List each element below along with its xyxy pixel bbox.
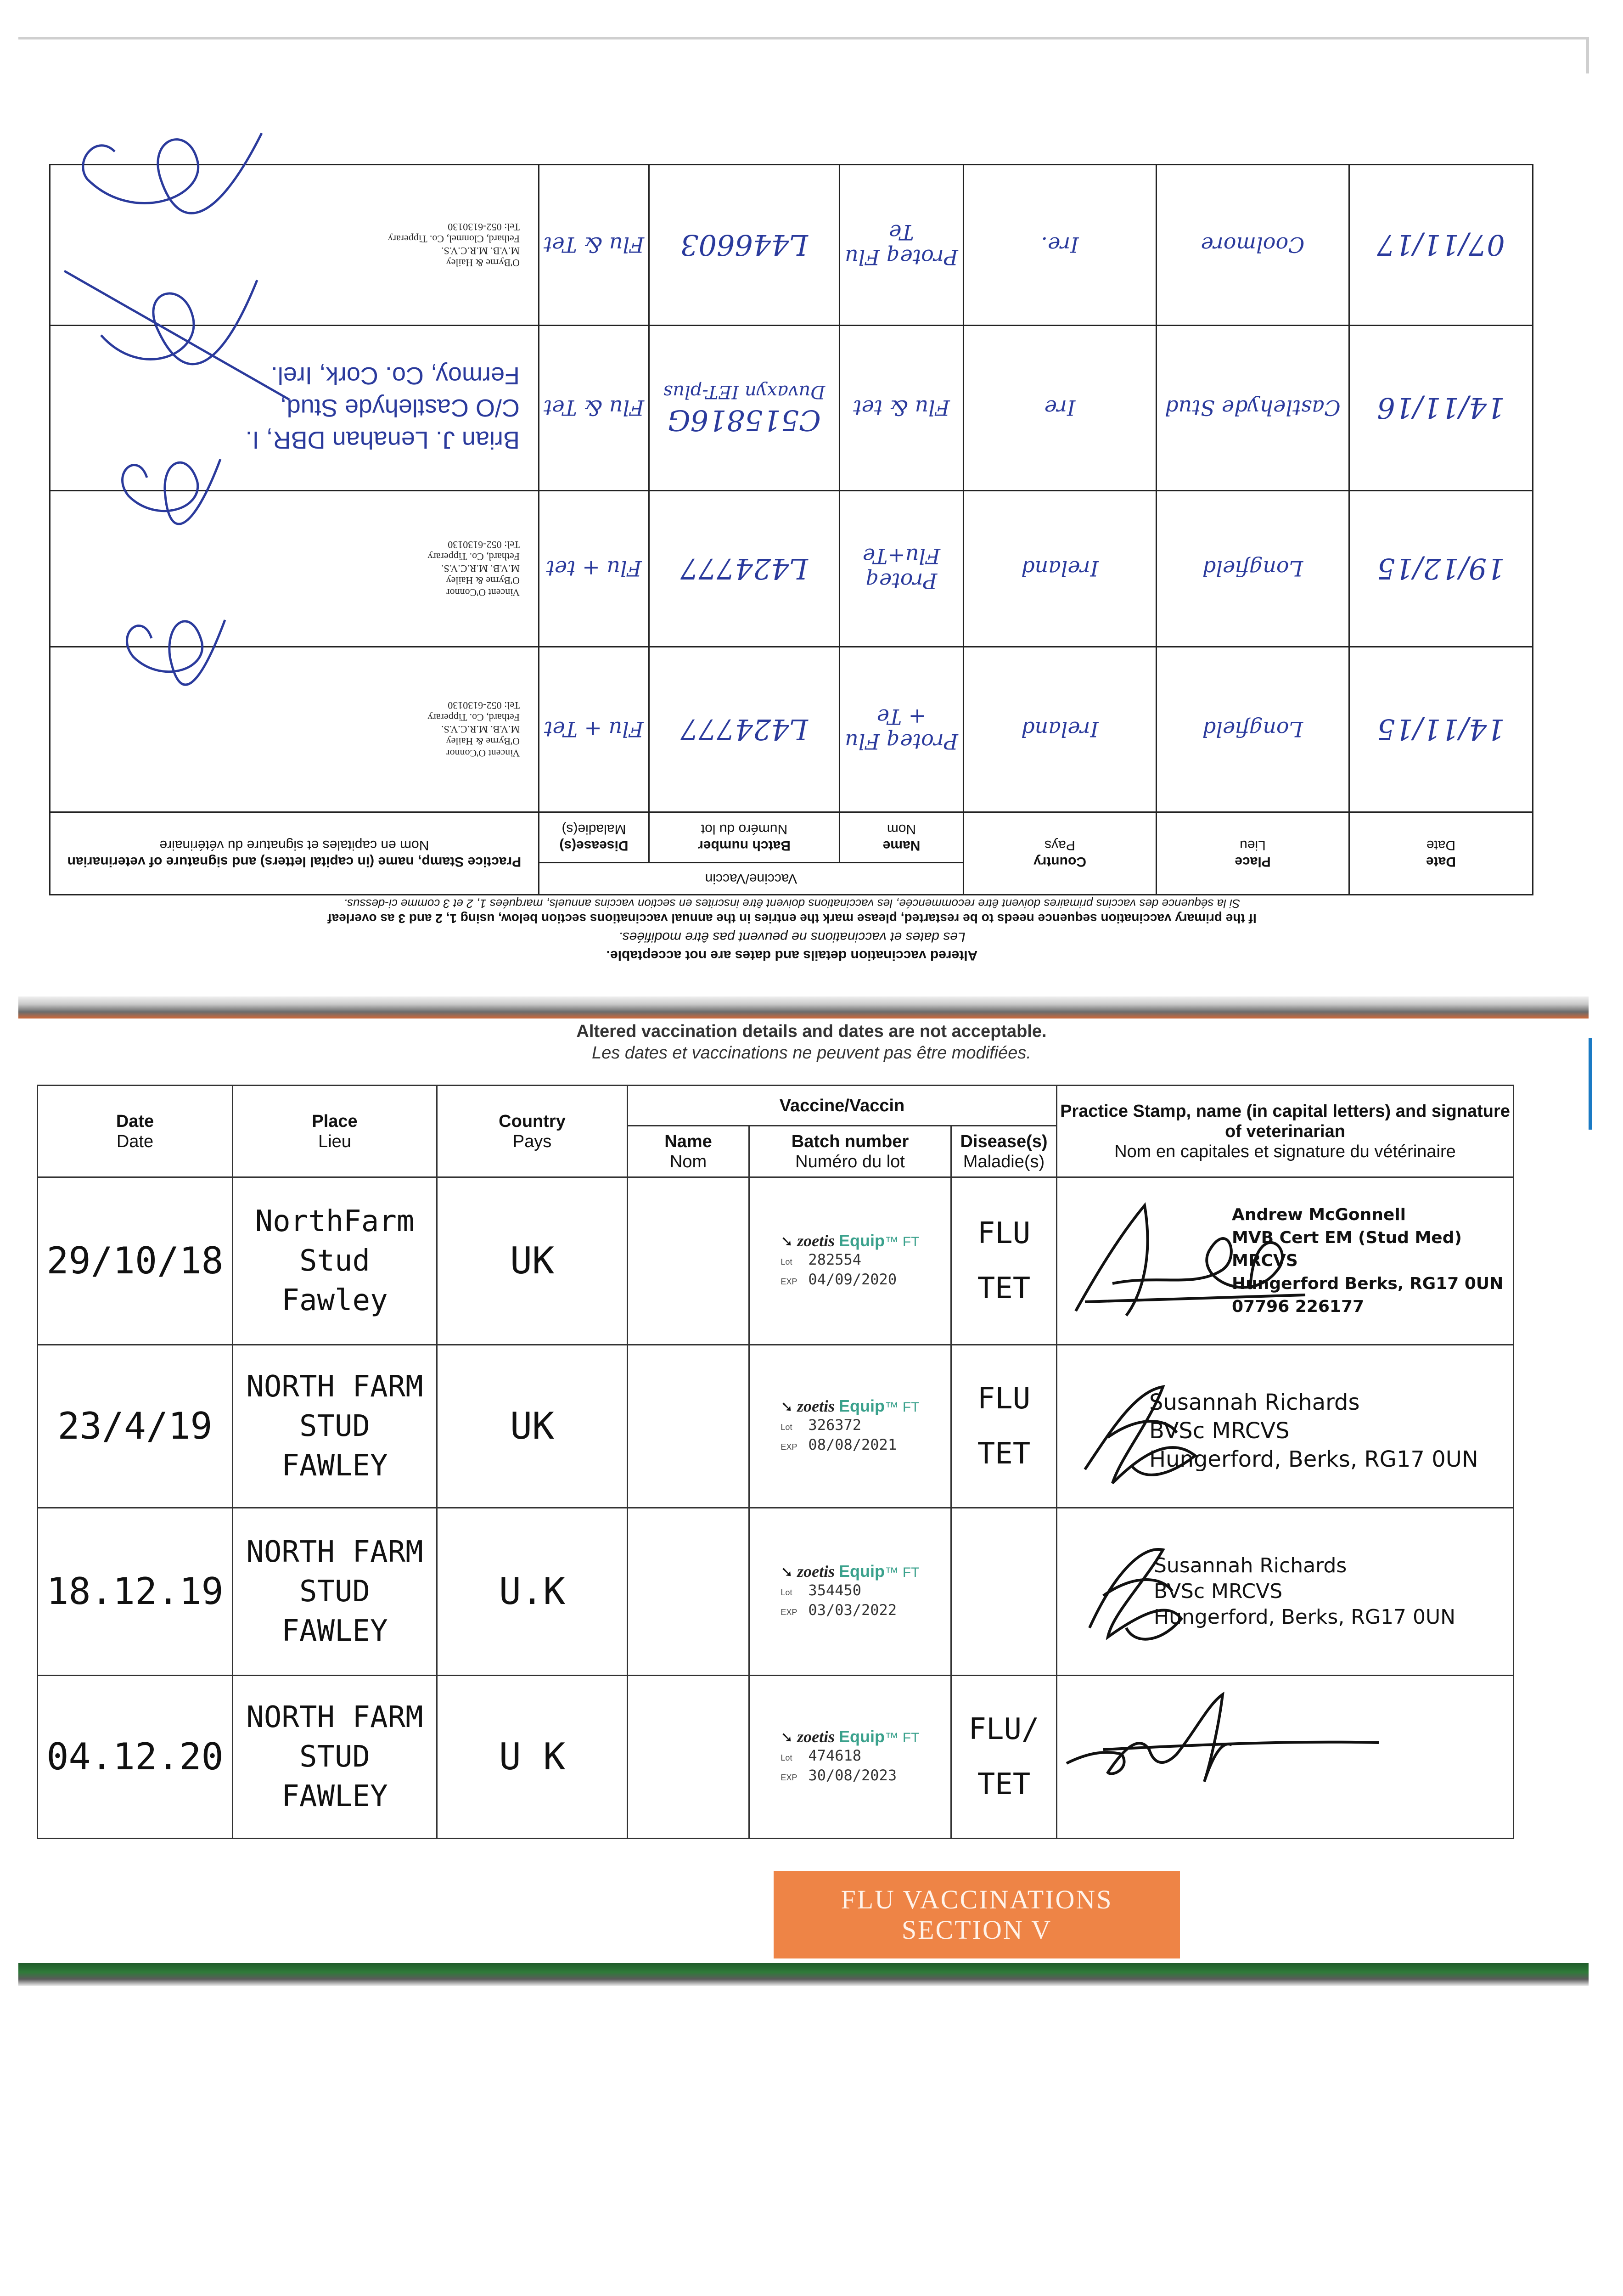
upper-header-place: Place Lieu xyxy=(1157,812,1349,895)
scan-edge-top xyxy=(18,37,1589,39)
upper-notice-instructions-fr: Si la séquence des vaccins primaires doivent être recommencée, les vaccinations doivent être inscrites en section vaccins annuels, marquées 1, 2 et 3 comme ci-dessus. xyxy=(343,897,1241,911)
upper-row-stamp: Brian J. Lenahan DBR, I. C/O Castlehyde Stud, Fermoy, Co. Cork, Irel. xyxy=(245,362,520,454)
zoetis-logo-icon: ➘ xyxy=(781,1232,797,1249)
row-stamp-cell xyxy=(1057,1508,1514,1676)
upper-notice-instructions: If the primary vaccination sequence needs to be restarted, please mark the entries in the annual vaccinations section below, using 1, 2 and 3 as overleaf xyxy=(327,912,1257,926)
upper-row-batch: L424777 xyxy=(649,491,840,647)
upper-row-date: 14/11/15 xyxy=(1349,647,1533,812)
vet-signature xyxy=(1057,1508,1514,1676)
row-disease xyxy=(951,1508,1057,1676)
upper-header-name: Name Nom xyxy=(840,812,964,863)
upper-row-batch-cell xyxy=(649,326,840,491)
header-vaccine: Vaccine/Vaccin xyxy=(628,1086,1057,1126)
upper-notice-fr: Les dates et vaccinations ne peuvent pas être modifiées. xyxy=(618,929,966,945)
upper-header-disease: Disease(s) Maladie(s) xyxy=(539,812,649,863)
upper-row-disease: Flu & Tet xyxy=(539,326,649,491)
page-edge-mark xyxy=(1589,1038,1592,1130)
row-country: UK xyxy=(437,1345,628,1508)
row-batch-label xyxy=(749,1345,951,1508)
row-name xyxy=(628,1345,749,1508)
header-name: Name Nom xyxy=(628,1126,749,1177)
section-tab-subtitle: SECTION V xyxy=(901,1915,1052,1945)
row-date: 04.12.20 xyxy=(38,1676,233,1839)
header-disease: Disease(s) Maladie(s) xyxy=(951,1126,1057,1177)
upper-row-country: Ire xyxy=(964,326,1157,491)
upper-row-place: Longfield xyxy=(1157,647,1349,812)
zoetis-logo-icon: ➘ xyxy=(781,1728,797,1745)
upper-header-stamp: Practice Stamp, name (in capital letters) and signature of veterinarian Nom en capitales et signature du vétérinaire xyxy=(50,812,539,895)
vet-stamp: Susannah Richards BVSc MRCVS Hungerford, Berks, RG17 0UN xyxy=(1149,1390,1478,1472)
vet-signature xyxy=(1057,1178,1514,1345)
upper-signature-4 xyxy=(60,106,271,253)
zoetis-logo-icon: ➘ xyxy=(781,1563,797,1580)
row-date: 23/4/19 xyxy=(38,1345,233,1508)
upper-row-date: 07/11/17 xyxy=(1349,165,1533,326)
row-country: U.K xyxy=(437,1508,628,1676)
row-disease: FLU TET xyxy=(951,1177,1057,1345)
upper-signature-3 xyxy=(55,253,294,418)
upper-table-row xyxy=(50,647,1533,812)
row-batch-label xyxy=(749,1177,951,1345)
upper-row-batch: L446603 xyxy=(649,165,840,326)
upper-row-name-extra: Duvaxyn IET-plus xyxy=(663,381,826,403)
row-disease: FLU TET xyxy=(951,1345,1057,1508)
upper-row-place: Castlehyde Stud xyxy=(1157,326,1349,491)
row-stamp-cell xyxy=(1057,1676,1514,1839)
upper-row-country: Ire. xyxy=(964,165,1157,326)
upper-row-name: Proteq Flu + Te xyxy=(840,647,964,812)
upper-row-disease: Flu + Tet xyxy=(539,647,649,812)
upper-notice-bold: Altered vaccination details and dates are not acceptable. xyxy=(606,948,978,963)
upper-row-disease: Flu + tet xyxy=(539,491,649,647)
row-date: 29/10/18 xyxy=(38,1177,233,1345)
upper-row-name: Proteq Flu+Te xyxy=(840,491,964,647)
upper-header-vaccine: Vaccine/Vaccin xyxy=(539,863,963,895)
vet-signature xyxy=(1057,1345,1514,1508)
upper-row-stamp: Vincent O'Connor O'Byrne & Hailey M.V.B. M.R.C.V.S. Fethard, Co. Tipperary Tel: 052-6130130 xyxy=(427,539,520,599)
upper-row-date: 19/12/15 xyxy=(1349,491,1533,647)
row-country: UK xyxy=(437,1177,628,1345)
vaccine-sticker: ➘ zoetis Equip™ FT Lot 474618 EXP 30/08/2023 xyxy=(781,1727,920,1784)
upper-row-batch: L424777 xyxy=(649,647,840,812)
row-disease: FLU/ TET xyxy=(951,1676,1057,1839)
header-batch: Batch number Numéro du lot xyxy=(749,1126,951,1177)
table-row xyxy=(38,1676,1514,1839)
page-divider-bottom xyxy=(18,1963,1589,1986)
row-place: NorthFarm Stud Fawley xyxy=(233,1177,437,1345)
upper-header-batch: Batch number Numéro du lot xyxy=(649,812,840,863)
upper-page-rotated xyxy=(51,152,1533,969)
table-row xyxy=(38,1177,1514,1345)
row-stamp-cell xyxy=(1057,1345,1514,1508)
row-batch-label xyxy=(749,1676,951,1839)
header-stamp: Practice Stamp, name (in capital letters) and signature of veterinarian Nom en capitales et signature du vétérinaire xyxy=(1057,1086,1514,1177)
zoetis-logo-icon: ➘ xyxy=(781,1398,797,1415)
upper-row-date: 14/11/16 xyxy=(1349,326,1533,491)
scan-edge-right xyxy=(1586,37,1589,73)
row-place: NORTH FARM STUD FAWLEY xyxy=(233,1676,437,1839)
upper-signature-2 xyxy=(87,436,234,556)
vet-signature xyxy=(1057,1676,1514,1839)
upper-table-row xyxy=(50,491,1533,647)
row-country: U K xyxy=(437,1676,628,1839)
row-name xyxy=(628,1676,749,1839)
upper-row-place: Longfield xyxy=(1157,491,1349,647)
vet-stamp: Susannah Richards BVSc MRCVS Hungerford, Berks, RG17 0UN xyxy=(1154,1554,1456,1629)
upper-row-batch: C515816G xyxy=(668,404,821,438)
upper-row-name: Proteq Flu Te xyxy=(840,165,964,326)
vaccine-sticker: ➘ zoetis Equip™ FT Lot 326372 EXP 08/08/2021 xyxy=(781,1396,920,1453)
row-name xyxy=(628,1508,749,1676)
notice-altered-details-fr: Les dates et vaccinations ne peuvent pas être modifiées. xyxy=(592,1043,1031,1063)
vaccine-sticker: ➘ zoetis Equip™ FT Lot 282554 EXP 04/09/2020 xyxy=(781,1231,920,1288)
header-country: Country Pays xyxy=(437,1086,628,1177)
section-tab-title: FLU VACCINATIONS xyxy=(841,1885,1113,1914)
vaccination-table xyxy=(37,1085,1514,1839)
upper-row-stamp: O'Byrne & Hailey M.V.B. M.R.C.V.S. Fethard, Clonmel, Co. Tipperary Tel: 052-6130130 xyxy=(387,221,520,269)
upper-header-date: Date Date xyxy=(1349,812,1533,895)
upper-header-country: Country Pays xyxy=(964,812,1157,895)
table-row xyxy=(38,1345,1514,1508)
upper-row-country: Ireland xyxy=(964,647,1157,812)
row-date: 18.12.19 xyxy=(38,1508,233,1676)
vet-stamp: Andrew McGonnell MVB Cert EM (Stud Med) MRCVS Hungerford Berks, RG17 0UN 07796 226177 xyxy=(1232,1205,1504,1316)
section-tab xyxy=(774,1871,1180,1958)
table-row xyxy=(38,1508,1514,1676)
vaccine-sticker: ➘ zoetis Equip™ FT Lot 354450 EXP 03/03/2022 xyxy=(781,1561,920,1619)
row-stamp-cell xyxy=(1057,1177,1514,1345)
page-divider-top xyxy=(18,996,1589,1019)
upper-row-stamp: Vincent O'Connor O'Byrne & Hailey M.V.B. M.R.C.V.S. Fethard, Co. Tipperary Tel: 052-6130130 xyxy=(427,700,520,760)
header-date: Date Date xyxy=(38,1086,233,1177)
upper-row-name: Flu & tet xyxy=(853,395,950,421)
upper-signature-1 xyxy=(87,592,234,712)
row-batch-label xyxy=(749,1508,951,1676)
notice-altered-details: Altered vaccination details and dates are not acceptable. xyxy=(576,1022,1047,1041)
upper-row-disease: Flu & Tet xyxy=(539,165,649,326)
row-place: NORTH FARM STUD FAWLEY xyxy=(233,1345,437,1508)
upper-row-name-cell xyxy=(840,326,964,491)
row-name xyxy=(628,1177,749,1345)
upper-row-country: Ireland xyxy=(964,491,1157,647)
row-place: NORTH FARM STUD FAWLEY xyxy=(233,1508,437,1676)
upper-row-place: Coolmore xyxy=(1157,165,1349,326)
header-place: Place Lieu xyxy=(233,1086,437,1177)
